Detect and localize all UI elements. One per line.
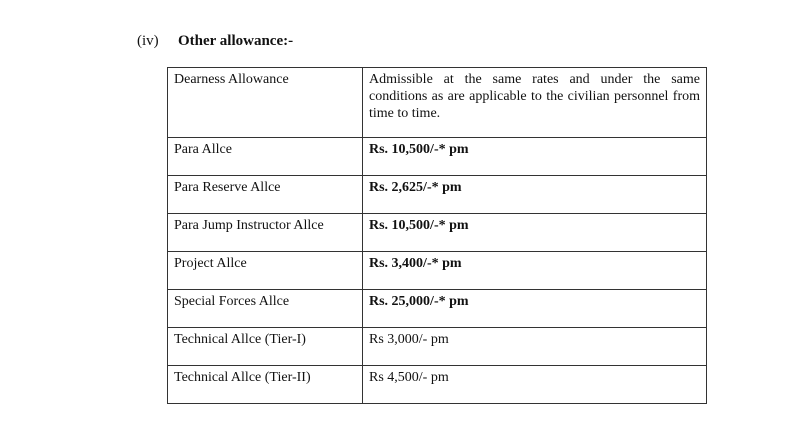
allowance-name: Para Jump Instructor Allce	[168, 214, 363, 252]
section-heading	[137, 33, 293, 50]
table-row	[168, 328, 707, 366]
allowance-value: Rs. 2,625/-* pm	[363, 176, 707, 214]
allowance-name: Para Reserve Allce	[168, 176, 363, 214]
allowance-value: Admissible at the same rates and under the same conditions as are applicable to the civilian personnel from time to time.	[363, 68, 707, 138]
table-row	[168, 214, 707, 252]
table-row	[168, 176, 707, 214]
allowance-table	[167, 67, 707, 404]
table-row	[168, 252, 707, 290]
allowance-value: Rs. 25,000/-* pm	[363, 290, 707, 328]
allowance-value: Rs. 3,400/-* pm	[363, 252, 707, 290]
allowance-name: Special Forces Allce	[168, 290, 363, 328]
allowance-name: Dearness Allowance	[168, 68, 363, 138]
table-row	[168, 138, 707, 176]
section-title: Other allowance:-	[178, 33, 294, 49]
allowance-name: Project Allce	[168, 252, 363, 290]
allowance-value: Rs 3,000/- pm	[363, 328, 707, 366]
allowance-name: Technical Allce (Tier-I)	[168, 328, 363, 366]
allowance-value: Rs 4,500/- pm	[363, 366, 707, 404]
table-row	[168, 290, 707, 328]
allowance-value: Rs. 10,500/-* pm	[363, 214, 707, 252]
allowance-value: Rs. 10,500/-* pm	[363, 138, 707, 176]
section-number: (iv)	[137, 33, 159, 49]
table-row	[168, 68, 707, 138]
allowance-name: Technical Allce (Tier-II)	[168, 366, 363, 404]
table-row	[168, 366, 707, 404]
allowance-name: Para Allce	[168, 138, 363, 176]
